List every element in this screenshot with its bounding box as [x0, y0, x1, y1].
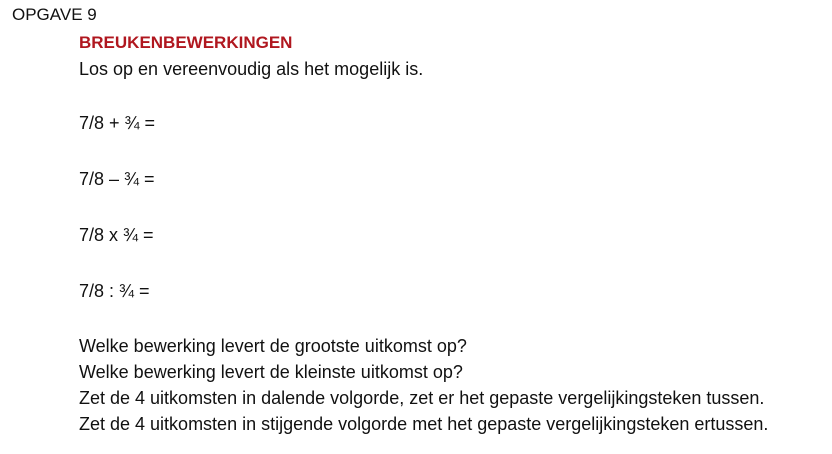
exercise-division: 7/8 : ¾ =	[79, 281, 150, 301]
question-largest-result: Welke bewerking levert de grootste uitkomst op?	[79, 336, 467, 356]
exercise-number-label: OPGAVE 9	[12, 5, 97, 24]
exercise-multiplication: 7/8 x ¾ =	[79, 225, 154, 245]
instruction-text: Los op en vereenvoudig als het mogelijk is.	[79, 59, 424, 79]
question-ascending-order: Zet de 4 uitkomsten in stijgende volgorde met het gepaste vergelijkingsteken ertussen.	[79, 414, 769, 434]
exercise-addition: 7/8 + ¾ =	[79, 113, 156, 133]
question-list	[79, 333, 824, 437]
section-title: BREUKENBEWERKINGEN	[79, 33, 293, 52]
exercise-subtraction: 7/8 – ¾ =	[79, 169, 155, 189]
question-descending-order: Zet de 4 uitkomsten in dalende volgorde, zet er het gepaste vergelijkingsteken tussen.	[79, 388, 765, 408]
question-smallest-result: Welke bewerking levert de kleinste uitkomst op?	[79, 362, 463, 382]
exercise-content	[79, 32, 824, 437]
